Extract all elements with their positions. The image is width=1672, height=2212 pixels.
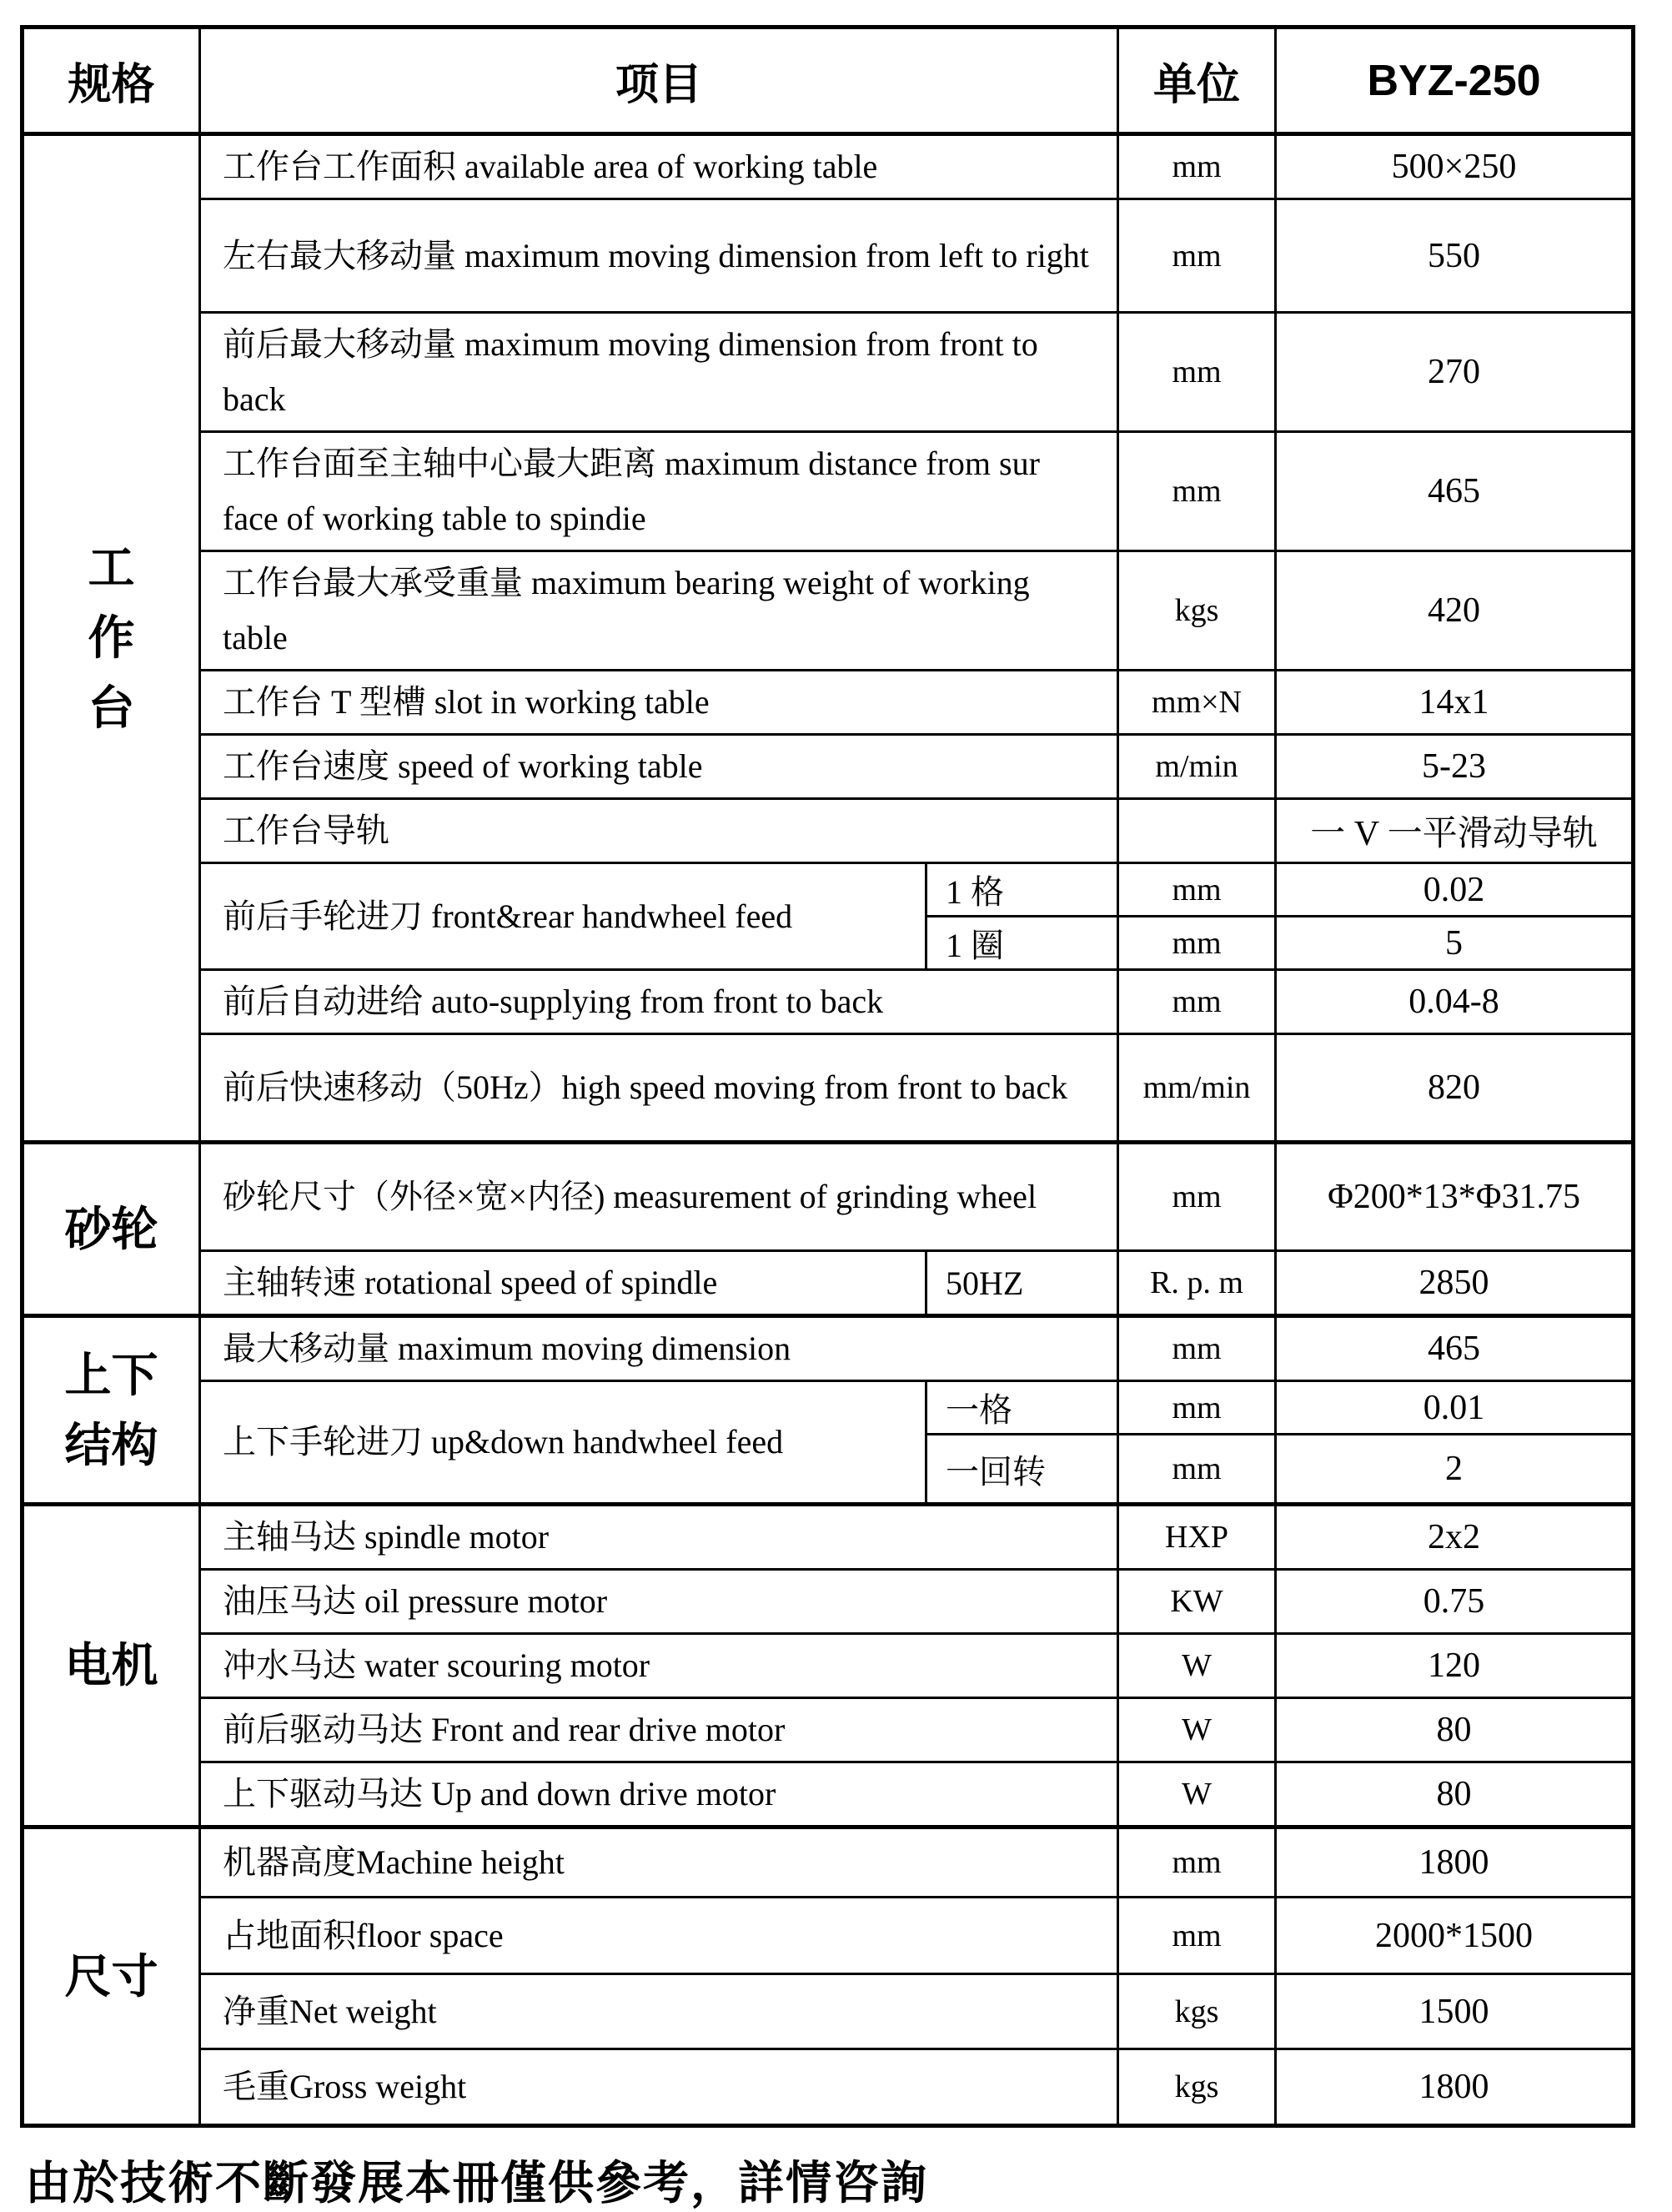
row-item-cell: 前后手轮进刀 front&rear handwheel feed [200,863,926,970]
spec-row [23,1143,1634,1251]
spec-row [23,1505,1634,1570]
row-item-cell: 工作台最大承受重量 maximum bearing weight of working table [200,551,1118,671]
row-value-cell: 550 [1276,199,1634,313]
row-unit-cell: mm [1118,134,1276,199]
header-unit: 单位 [1118,28,1276,134]
section-label-cell: 电机 [23,1505,200,1827]
row-value-cell: 14x1 [1276,671,1634,735]
spec-row [23,1827,1634,1898]
row-unit-cell: HXP [1118,1505,1276,1570]
row-item-cell: 净重Net weight [200,1974,1118,2049]
row-unit-cell: mm [1118,863,1276,917]
row-unit-cell: mm [1118,199,1276,313]
spec-row [23,551,1634,671]
row-unit-cell: R. p. m [1118,1251,1276,1316]
row-unit-cell: mm [1118,970,1276,1034]
row-value-cell: 420 [1276,551,1634,671]
section-label-cell: 尺寸 [23,1827,200,2126]
row-unit-cell [1118,799,1276,863]
row-item-cell: 主轴转速 rotational speed of spindle [200,1251,926,1316]
row-sub-cell: 1 圈 [926,917,1118,970]
spec-row [23,199,1634,313]
spec-row [23,134,1634,199]
row-value-cell: 820 [1276,1034,1634,1143]
row-unit-cell: mm [1118,313,1276,432]
row-item-cell: 机器高度Machine height [200,1827,1118,1898]
spec-row [23,1762,1634,1827]
row-value-cell: Φ200*13*Φ31.75 [1276,1143,1634,1251]
spec-row [23,1034,1634,1143]
row-item-cell: 前后自动进给 auto-supplying from front to back [200,970,1118,1034]
row-sub-cell: 一格 [926,1381,1118,1435]
row-value-cell: 1800 [1276,1827,1634,1898]
row-value-cell: 1500 [1276,1974,1634,2049]
spec-row [23,2049,1634,2126]
row-value-cell: 0.02 [1276,863,1634,917]
spec-row [23,1698,1634,1762]
row-item-cell: 主轴马达 spindle motor [200,1505,1118,1570]
row-item-cell: 上下手轮进刀 up&down handwheel feed [200,1381,926,1505]
row-value-cell: 270 [1276,313,1634,432]
spec-row [23,799,1634,863]
row-value-cell: 一 V 一平滑动导轨 [1276,799,1634,863]
row-item-cell: 工作台导轨 [200,799,1118,863]
row-item-cell: 砂轮尺寸（外径×宽×内径) measurement of grinding wheel [200,1143,1118,1251]
spec-row [23,1974,1634,2049]
row-unit-cell: W [1118,1698,1276,1762]
row-item-cell: 前后快速移动（50Hz）high speed moving from front to back [200,1034,1118,1143]
row-unit-cell: mm/min [1118,1034,1276,1143]
spec-row [23,1898,1634,1974]
row-value-cell: 2 [1276,1435,1634,1505]
row-unit-cell: W [1118,1634,1276,1698]
row-item-cell: 最大移动量 maximum moving dimension [200,1316,1118,1381]
row-sub-cell: 一回转 [926,1435,1118,1505]
spec-sheet [0,25,1672,2209]
page [0,25,1672,2209]
row-item-cell: 冲水马达 water scouring motor [200,1634,1118,1698]
spec-row [23,432,1634,551]
spec-row [23,313,1634,432]
row-value-cell: 0.04-8 [1276,970,1634,1034]
row-item-cell: 工作台速度 speed of working table [200,735,1118,799]
spec-row [23,671,1634,735]
row-value-cell: 2x2 [1276,1505,1634,1570]
row-value-cell: 0.75 [1276,1570,1634,1634]
row-value-cell: 465 [1276,432,1634,551]
header-model: BYZ-250 [1276,28,1634,134]
section-label-cell: 工 作 台 [23,134,200,1143]
row-unit-cell: W [1118,1762,1276,1827]
row-unit-cell: kgs [1118,551,1276,671]
row-unit-cell: mm [1118,917,1276,970]
footer-note: 由於技術不斷發展本冊僅供參考，詳情咨詢 [25,2157,929,2209]
row-unit-cell: kgs [1118,1974,1276,2049]
row-unit-cell: mm [1118,1316,1276,1381]
row-value-cell: 80 [1276,1698,1634,1762]
row-item-cell: 工作台 T 型槽 slot in working table [200,671,1118,735]
row-value-cell: 1800 [1276,2049,1634,2126]
row-item-cell: 前后最大移动量 maximum moving dimension from front to back [200,313,1118,432]
row-value-cell: 2850 [1276,1251,1634,1316]
row-item-cell: 油压马达 oil pressure motor [200,1570,1118,1634]
row-unit-cell: mm [1118,1381,1276,1435]
row-sub-cell: 1 格 [926,863,1118,917]
spec-row [23,1634,1634,1698]
row-item-cell: 工作台工作面积 available area of working table [200,134,1118,199]
row-sub-cell: 50HZ [926,1251,1118,1316]
header-row [23,28,1634,134]
row-value-cell: 2000*1500 [1276,1898,1634,1974]
row-item-cell: 工作台面至主轴中心最大距离 maximum distance from sur face of working table to spindie [200,432,1118,551]
section-label-cell: 砂轮 [23,1143,200,1316]
spec-table-body [23,134,1634,2126]
row-item-cell: 占地面积floor space [200,1898,1118,1974]
row-value-cell: 0.01 [1276,1381,1634,1435]
row-unit-cell: kgs [1118,2049,1276,2126]
spec-row [23,735,1634,799]
row-unit-cell: mm [1118,432,1276,551]
row-item-cell: 上下驱动马达 Up and down drive motor [200,1762,1118,1827]
header-item: 项目 [200,28,1118,134]
row-value-cell: 5 [1276,917,1634,970]
spec-row [23,1251,1634,1316]
spec-row [23,1570,1634,1634]
spec-row [23,1381,1634,1435]
spec-row [23,970,1634,1034]
row-unit-cell: KW [1118,1570,1276,1634]
spec-table [20,25,1635,2128]
row-value-cell: 500×250 [1276,134,1634,199]
section-label-cell: 上下 结构 [23,1316,200,1505]
row-item-cell: 毛重Gross weight [200,2049,1118,2126]
row-item-cell: 前后驱动马达 Front and rear drive motor [200,1698,1118,1762]
row-unit-cell: mm [1118,1143,1276,1251]
row-unit-cell: m/min [1118,735,1276,799]
spec-row [23,863,1634,917]
row-value-cell: 80 [1276,1762,1634,1827]
row-value-cell: 120 [1276,1634,1634,1698]
row-unit-cell: mm [1118,1435,1276,1505]
row-value-cell: 465 [1276,1316,1634,1381]
header-spec: 规格 [23,28,200,134]
row-value-cell: 5-23 [1276,735,1634,799]
row-item-cell: 左右最大移动量 maximum moving dimension from left to right [200,199,1118,313]
row-unit-cell: mm×N [1118,671,1276,735]
spec-row [23,1316,1634,1381]
row-unit-cell: mm [1118,1898,1276,1974]
row-unit-cell: mm [1118,1827,1276,1898]
